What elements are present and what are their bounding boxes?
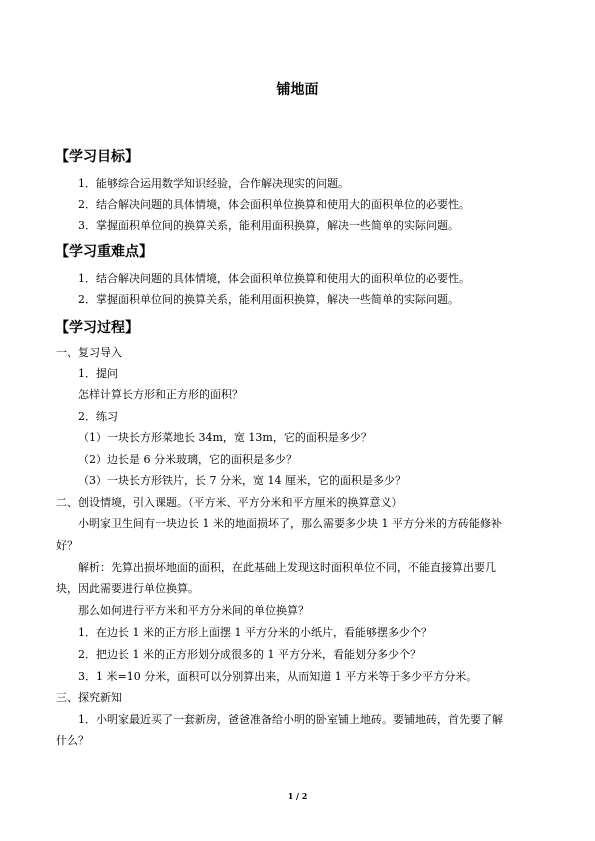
page-number: 1 / 2 <box>287 791 308 801</box>
exercise-2: （2）边长是 6 分米玻璃，它的面积是多少？ <box>78 453 297 466</box>
page-title: 铺地面 <box>276 82 319 98</box>
analysis-line-2: 块，因此需要进行单位换算。 <box>56 582 199 595</box>
scenario-line-1: 小明家卫生间有一块边长 1 米的地面损坏了，那么需要多少块 1 平方分米的方砖能修补 <box>78 517 502 530</box>
part3-heading: 三、探究新知 <box>56 691 122 704</box>
scenario-line-2: 好？ <box>56 539 78 552</box>
keypoint-1: 1．结合解决问题的具体情境，体会面积单位换算和使用大的面积单位的必要性。 <box>78 272 470 285</box>
objective-3: 3．掌握面积单位间的换算关系，能利用面积换算，解决一些简单的实际问题。 <box>78 219 459 232</box>
step-2: 2．把边长 1 米的正方形划分成很多的 1 平方分米，看能划分多少个？ <box>78 648 421 661</box>
step-1: 1．在边长 1 米的正方形上面摆 1 平方分米的小纸片，看能够摆多少个？ <box>78 626 432 639</box>
objectives-heading: 【学习目标】 <box>55 149 139 165</box>
exercise-1: （1）一块长方形菜地长 34m，宽 13m，它的面积是多少？ <box>78 431 372 444</box>
conversion-question: 那么如何进行平方米和平方分米间的单位换算？ <box>78 604 309 617</box>
new-knowledge-line-1: 1．小明家最近买了一套新房，爸爸准备给小明的卧室铺上地砖。要铺地砖，首先要了解 <box>78 713 503 726</box>
q1-text: 怎样计算长方形和正方形的面积？ <box>78 388 243 401</box>
objective-2: 2．结合解决问题的具体情境，体会面积单位换算和使用大的面积单位的必要性。 <box>78 198 470 211</box>
analysis-line-1: 解析：先算出损坏地面的面积，在此基础上发现这时面积单位不同，不能直接算出要几 <box>78 561 496 574</box>
step-3: 3．1 米=10 分米，面积可以分别算出来，从而知道 1 平方米等于多少平方分米。 <box>78 670 478 683</box>
new-knowledge-line-2: 什么？ <box>56 734 89 747</box>
q1-label: 1．提问 <box>78 367 118 380</box>
objective-1: 1．能够综合运用数学知识经验，合作解决现实的问题。 <box>78 177 349 190</box>
q2-label: 2．练习 <box>78 410 118 423</box>
process-heading: 【学习过程】 <box>55 320 139 336</box>
keypoint-2: 2．掌握面积单位间的换算关系，能利用面积换算，解决一些简单的实际问题。 <box>78 293 459 306</box>
part2-heading: 二、创设情境，引入课题。（平方米、平方分米和平方厘米的换算意义） <box>56 496 403 509</box>
keypoints-heading: 【学习重难点】 <box>55 244 153 260</box>
part1-heading: 一、复习导入 <box>56 346 122 359</box>
exercise-3: （3）一块长方形铁片，长 7 分米，宽 14 厘米，它的面积是多少？ <box>78 474 406 487</box>
